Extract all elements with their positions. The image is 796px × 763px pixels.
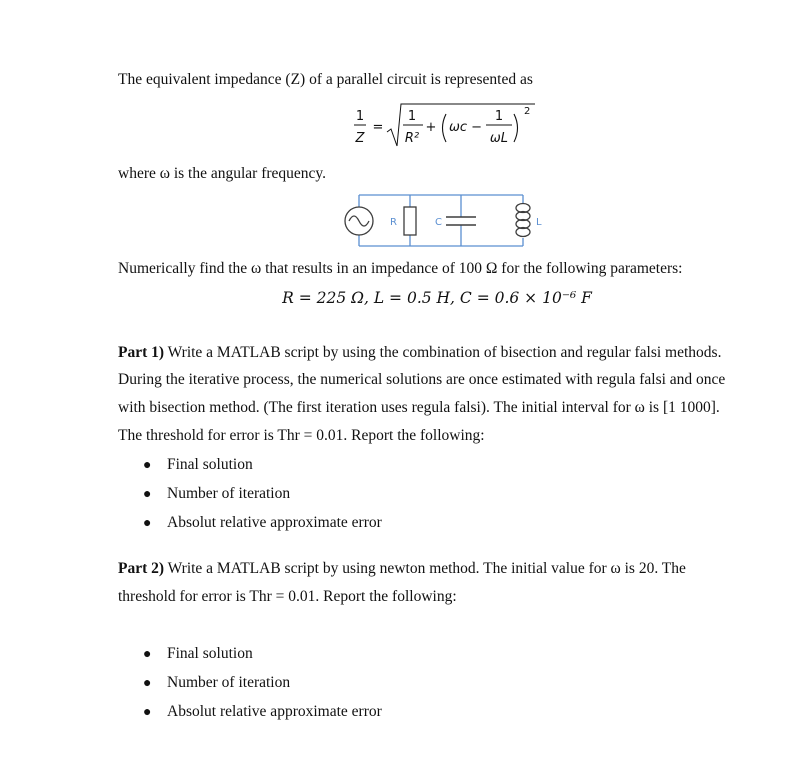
capacitor-icon: [446, 217, 476, 225]
inner-numerator: 1: [494, 109, 504, 124]
part2-bullet-text: Number of iteration: [167, 674, 291, 691]
parameters: [39, 288, 796, 309]
r-numerator: 1: [407, 109, 417, 124]
part1-bullet-text: Number of iteration: [167, 485, 291, 502]
part2-bullet: [143, 702, 382, 723]
inductor-icon: [516, 204, 530, 237]
resistor-icon: [404, 207, 416, 235]
part2-bullet: [143, 644, 253, 665]
ac-source-icon: [345, 207, 373, 235]
lhs-numerator: 1: [355, 109, 365, 124]
where-text: where ω is the angular frequency.: [118, 165, 327, 182]
omega-c-term: ωc −: [449, 120, 483, 135]
part1-bullet-text: Absolut relative approximate error: [167, 514, 382, 531]
bullet-icon: ●: [143, 516, 152, 531]
equals-sign: =: [372, 120, 384, 135]
part2-bullet: [143, 673, 290, 694]
inner-denominator: ωL: [489, 131, 509, 146]
part1-bullet: [143, 455, 253, 476]
capacitor-label: C: [435, 217, 442, 228]
bullet-icon: ●: [143, 487, 152, 502]
plus-sign: +: [425, 120, 437, 135]
parallel-circuit-diagram: [338, 193, 553, 251]
intro-text: The equivalent impedance (Z) of a parallel circuit is represented as: [118, 71, 533, 88]
resistor-label: R: [390, 217, 397, 228]
r-denominator: R²: [404, 131, 420, 146]
part2-bullet-text: Final solution: [167, 645, 253, 662]
part1-bullet-text: Final solution: [167, 456, 253, 473]
part1-line4: The threshold for error is Thr = 0.01. Report the following:: [118, 427, 485, 444]
impedance-formula: [340, 100, 540, 158]
lhs-denominator: Z: [355, 131, 365, 146]
part2-line1: [118, 559, 686, 579]
parameters-text: R = 225 Ω, L = 0.5 H, C = 0.6 × 10⁻⁶ F: [282, 289, 592, 307]
part1-label: Part 1): [118, 344, 165, 361]
part2-label: Part 2): [118, 560, 165, 577]
part1-line2: During the iterative process, the numerical solutions are once estimated with regula falsi and once: [118, 371, 726, 388]
part1-line1: [118, 343, 721, 363]
exponent: 2: [524, 106, 531, 117]
part1-line1-text: Write a MATLAB script by using the combination of bisection and regular falsi methods.: [164, 344, 722, 361]
part2-line2: threshold for error is Thr = 0.01. Report the following:: [118, 588, 457, 605]
part2-bullet-text: Absolut relative approximate error: [167, 703, 382, 720]
bullet-icon: ●: [143, 705, 152, 720]
part1-bullet: [143, 484, 290, 505]
part1-bullet: [143, 513, 382, 534]
inductor-label: L: [536, 217, 542, 228]
bullet-icon: ●: [143, 647, 152, 662]
part1-line3: with bisection method. (The first iteration uses regula falsi). The initial interval for ω is [1 1000].: [118, 399, 720, 416]
part2-line1-text: Write a MATLAB script by using newton method. The initial value for ω is 20. The: [164, 560, 686, 577]
problem-text: Numerically find the ω that results in an impedance of 100 Ω for the following parameters:: [118, 260, 683, 277]
bullet-icon: ●: [143, 676, 152, 691]
bullet-icon: ●: [143, 458, 152, 473]
